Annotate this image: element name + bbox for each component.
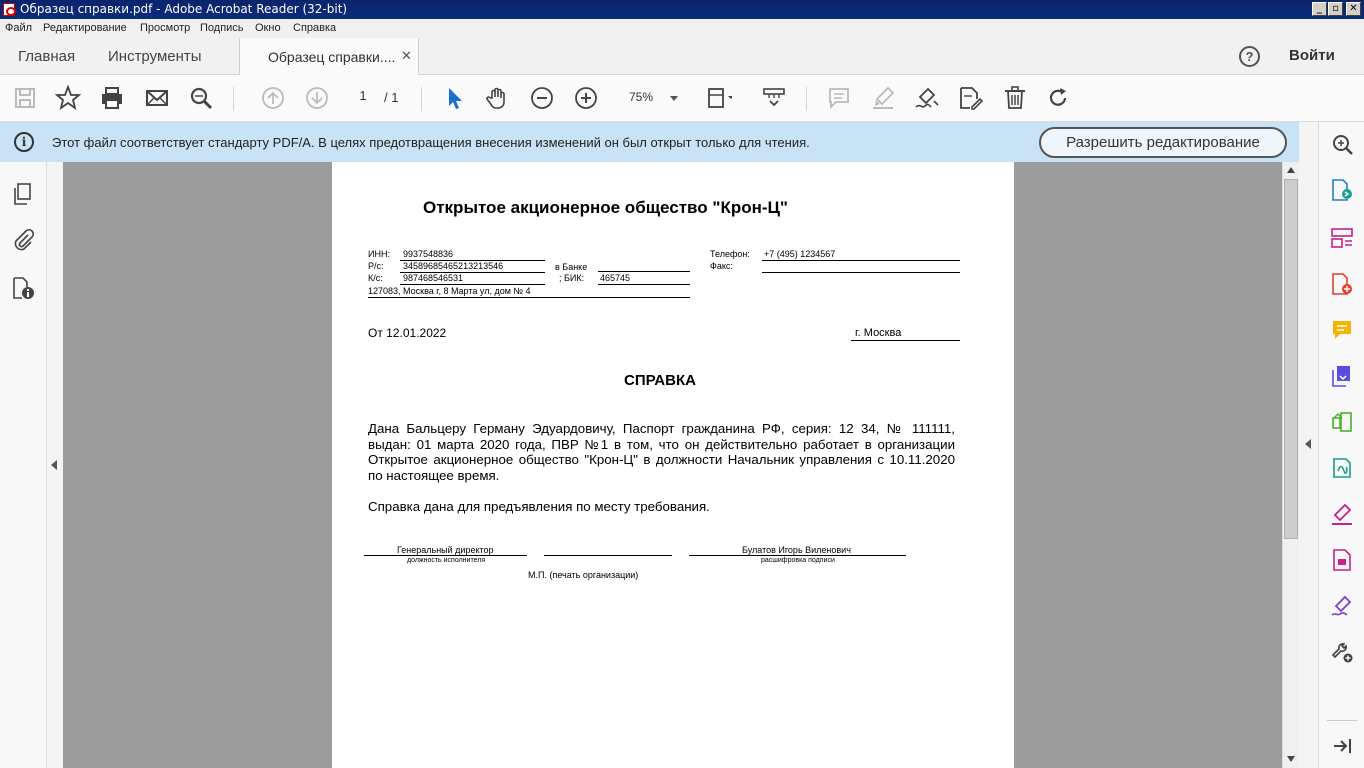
hand-icon[interactable] [485,85,511,111]
menu-sign[interactable]: Подпись [200,22,244,34]
inn-value: 9937548836 [403,249,454,259]
pdf-page [332,162,1014,768]
fax-underline [762,272,960,273]
inn-label: ИНН: [368,249,390,259]
chevron-down-icon [670,96,678,101]
pane-divider [1327,720,1357,721]
acrobat-app-icon [3,3,15,16]
zoom-in-icon[interactable] [573,85,599,111]
restore-button[interactable]: ▫ [1328,2,1343,16]
rotate-icon[interactable] [1045,85,1071,111]
company-name: Открытое акционерное общество "Крон-Ц" [423,198,788,217]
phone-label: Телефон: [710,249,750,259]
toolbar-separator [421,87,422,111]
document-tab-label: Образец справки.... [268,49,396,65]
name-underline [689,555,906,556]
bank-underline [598,271,690,272]
city-underline [851,340,960,341]
combine-files-icon[interactable] [1330,364,1354,388]
signature-icon[interactable] [1330,594,1354,618]
rs-label: Р/с: [368,261,384,271]
search-icon[interactable] [188,85,214,111]
scrollbar-thumb[interactable] [1284,179,1298,539]
minimize-button[interactable]: _ [1312,2,1327,16]
edit-pdf-icon[interactable] [957,85,983,111]
phone-value: +7 (495) 1234567 [764,249,836,259]
create-pdf-icon[interactable] [1330,272,1354,296]
toolbar [0,75,1364,122]
certificate-purpose: Справка дана для предъявления по месту требования. [368,499,710,514]
zoom-out-icon[interactable] [529,85,555,111]
fax-label: Факс: [710,261,733,271]
scroll-down-icon[interactable] [1287,756,1295,762]
issue-date: От 12.01.2022 [368,326,447,340]
tab-bar [0,38,1364,75]
address: 127083, Москва г, 8 Марта ул, дом № 4 [368,286,531,296]
toolbar-separator [806,87,807,111]
right-pane-toggle[interactable] [1299,122,1318,768]
help-icon[interactable]: ? [1239,46,1260,67]
bank-label: в Банке [555,262,588,272]
address-underline [368,297,690,298]
close-window-button[interactable]: ✕ [1346,2,1361,16]
menu-file[interactable]: Файл [5,22,33,34]
signin-button[interactable]: Войти [1289,47,1335,64]
ks-underline [400,284,545,285]
enable-editing-button[interactable]: Разрешить редактирование [1039,127,1287,158]
comment-tool-icon[interactable] [1330,318,1354,342]
banner-message: Этот файл соответствует стандарту PDF/A. В целях предотвращения внесения изменений он был открыт только для чтения. [52,135,810,150]
menu-help[interactable]: Справка [293,22,337,34]
bik-label: ; БИК: [559,273,585,283]
export-pdf-icon[interactable] [1330,178,1354,202]
collapse-pane-icon[interactable] [1330,734,1354,758]
ks-value: 987468546531 [403,273,464,283]
right-tools-pane [1318,122,1364,768]
title-bar [0,0,1364,19]
attachment-icon[interactable] [11,228,35,252]
convert-icon[interactable] [1330,456,1354,480]
toolbar-separator [233,87,234,111]
fill-sign-icon[interactable] [1330,502,1354,526]
stamp-note: М.П. (печать организации) [528,570,639,580]
window-title: Образец справки.pdf - Adobe Acrobat Reader (32-bit) [20,2,348,16]
close-tab-icon[interactable]: ✕ [401,48,412,63]
position-caption: должность исполнителя [407,557,486,564]
collapse-left-icon [51,460,57,470]
readonly-banner [0,122,1300,162]
zoom-select[interactable] [620,88,686,108]
scroll-up-icon[interactable] [1287,167,1295,173]
vertical-scrollbar[interactable] [1282,162,1299,768]
left-pane-toggle[interactable] [47,162,63,768]
signer-name: Булатов Игорь Виленович [742,545,851,555]
page-total: / 1 [384,90,399,105]
menu-bar [0,19,1364,38]
zoom-search-icon[interactable] [1330,132,1354,156]
tab-home[interactable]: Главная [18,48,76,65]
issue-city: г. Москва [855,327,902,339]
page-number-input[interactable]: 1 [359,88,367,103]
star-icon[interactable] [55,85,81,111]
expand-right-pane-icon [1305,439,1311,449]
pages-icon[interactable] [11,182,35,206]
protect-icon[interactable] [1330,548,1354,572]
fit-page-icon[interactable] [706,85,732,111]
ks-label: К/с: [368,273,383,283]
rs-value: 34589685465213213546 [403,261,504,271]
signer-position: Генеральный директор [397,545,494,555]
save-icon[interactable] [12,85,38,111]
info-icon: i [14,132,34,152]
scroll-mode-icon[interactable] [761,85,787,111]
phone-underline [762,260,960,261]
menu-view[interactable]: Просмотр [140,22,191,34]
page-down-icon[interactable] [304,85,330,111]
left-navigation-rail [0,162,47,768]
bik-value: 465745 [600,273,631,283]
select-cursor-icon[interactable] [441,85,467,111]
menu-window[interactable]: Окно [255,22,281,34]
page-up-icon[interactable] [260,85,286,111]
delete-icon[interactable] [1002,85,1028,111]
name-caption: расшифровка подписи [761,557,835,564]
tab-tools[interactable]: Инструменты [108,48,202,65]
comment-icon[interactable] [826,85,852,111]
menu-edit[interactable]: Редактирование [43,22,127,34]
more-tools-icon[interactable] [1330,640,1354,664]
signature-underline [544,555,672,556]
tab-document[interactable] [239,38,419,76]
print-icon[interactable] [99,85,125,111]
position-underline [364,555,527,556]
document-heading: СПРАВКА [624,372,696,389]
document-info-icon[interactable] [11,276,35,300]
bik-underline [598,284,690,285]
highlight-icon[interactable] [870,85,896,111]
organize-pages-icon[interactable] [1330,226,1354,250]
compress-icon[interactable] [1330,410,1354,434]
zoom-value: 75% [629,90,654,104]
document-viewport[interactable] [63,162,1282,768]
certificate-body: Дана Бальцеру Герману Эдуардовичу, Паспорт гражданина РФ, серия: 12 34, № 111111, выдан: 01 марта 2020 года, ПВР №1 в том, что он действительно работает в организации Открытое акционерное общество "Крон-Ц" в должности Начальник управления с 10.11.2020 по настоящее время. [368,421,955,483]
email-icon[interactable] [144,85,170,111]
sign-icon[interactable] [914,85,940,111]
